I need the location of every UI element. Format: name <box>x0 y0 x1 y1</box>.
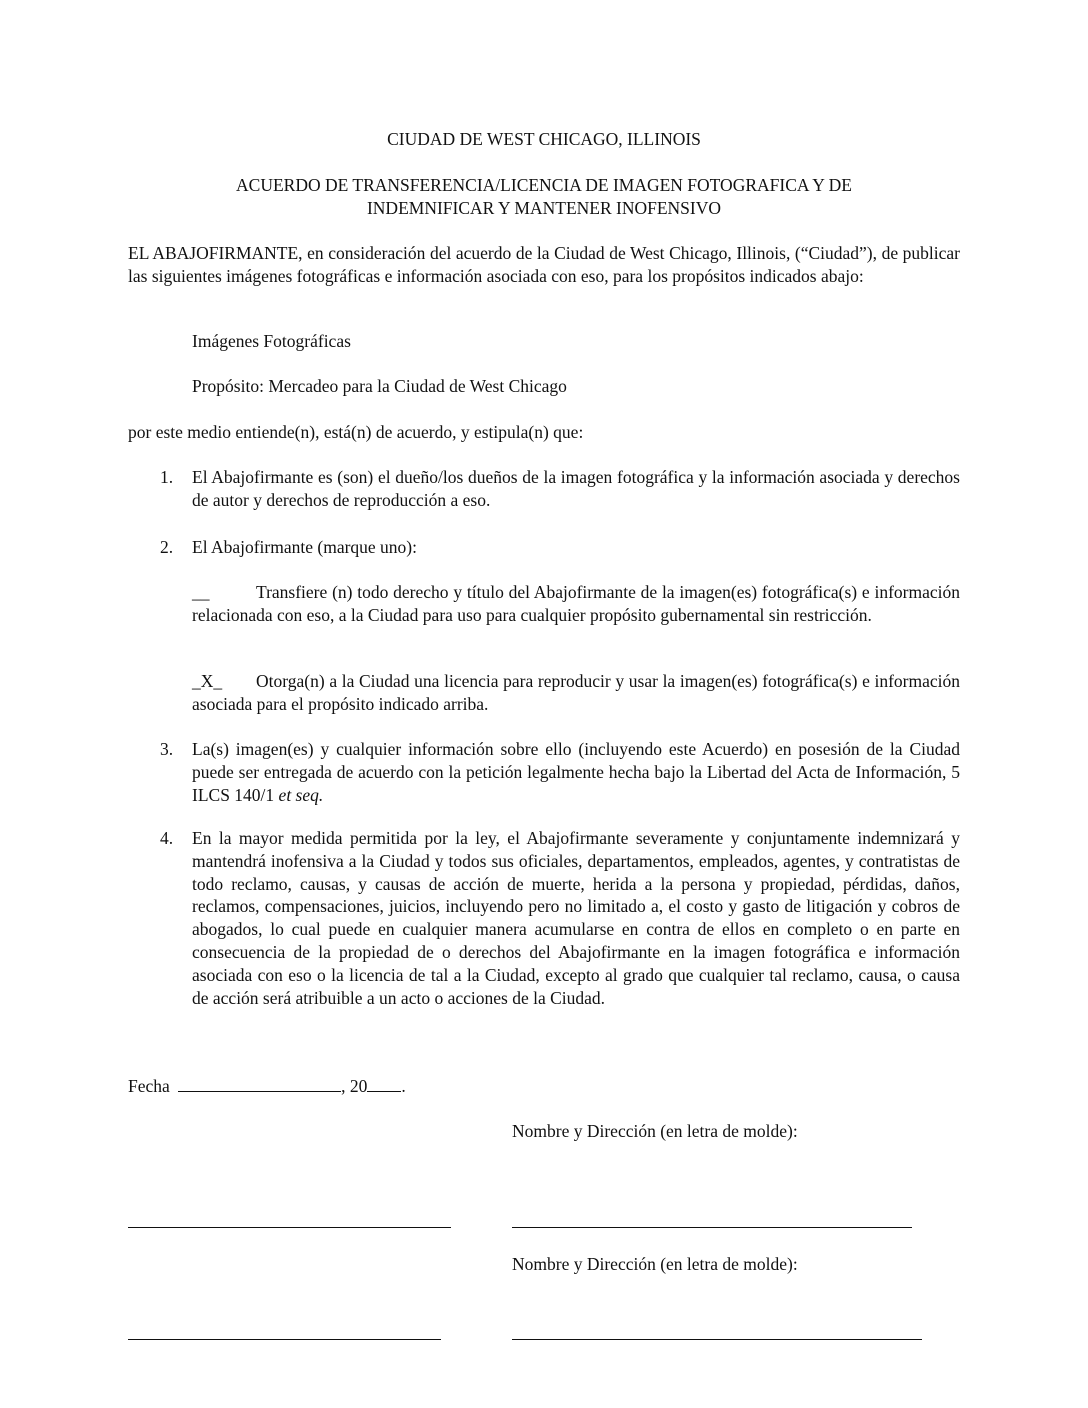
item-4-number: 4. <box>160 828 174 848</box>
intro-paragraph: EL ABAJOFIRMANTE, en consideración del acuerdo de la Ciudad de West Chicago, Illinois, (“Ciudad”), de publicar las siguientes imágenes fotográficas e información asociada con eso, para los propósitos indicados abajo: <box>128 243 960 286</box>
option-license-text: Otorga(n) a la Ciudad una licencia para reproducir y usar la imagen(es) fotográfica(s) e información asociada para el propósito indicado arriba. <box>192 671 960 714</box>
city-heading: CIUDAD DE WEST CHICAGO, ILLINOIS <box>387 129 701 149</box>
agrees-line: por este medio entiende(n), está(n) de acuerdo, y estipula(n) que: <box>128 422 584 442</box>
item-1-text: El Abajofirmante es (son) el dueño/los dueños de la imagen fotográfica y la información asociada y derechos de autor y derechos de reproducción a eso. <box>192 467 960 510</box>
signature-line-1[interactable] <box>128 1227 451 1228</box>
title-line-1: ACUERDO DE TRANSFERENCIA/LICENCIA DE IMAGEN FOTOGRAFICA Y DE <box>236 175 852 195</box>
signature-line-2[interactable] <box>128 1339 441 1340</box>
date-blank[interactable] <box>178 1075 341 1092</box>
option-transfer-mark: __ <box>192 582 210 602</box>
name-address-label-1: Nombre y Dirección (en letra de molde): <box>512 1121 798 1141</box>
images-label: Imágenes Fotográficas <box>192 331 351 351</box>
purpose-line: Propósito: Mercadeo para la Ciudad de West Chicago <box>192 376 567 396</box>
date-row <box>128 1075 406 1098</box>
item-3-number: 3. <box>160 739 174 759</box>
name-address-line-2[interactable] <box>512 1339 922 1340</box>
date-year-prefix: , 20 <box>341 1076 368 1096</box>
item-2-text: El Abajofirmante (marque uno): <box>192 537 417 557</box>
item-2-number: 2. <box>160 537 174 557</box>
item-4-text: En la mayor medida permitida por la ley, el Abajofirmante severamente y conjuntamente indemnizará y mantendrá inofensiva a la Ciudad y todos sus oficiales, departamentos, empleados, agentes, y contratistas de todo reclamo, causas, y causas de acción de muerte, herida a la persona y propiedad, pérdidas, daños, reclamos, compensaciones, juicios, incluyendo pero no limitado a, el costo y gasto de litigación y cobros de abogados, lo cual puede en cualquier manera acumularse en contra de ellos en completo o en parte en consecuencia de la propiedad de o derechos del Abajofirmante en la imagen fotográfica e información asociada con eso o la licencia de tal a la Ciudad, excepto al grado que cualquier tal reclamo, causa, o causa de acción será atribuible a un acto o acciones de la Ciudad. <box>192 828 960 1008</box>
item-3-paragraph <box>192 738 960 806</box>
item-3-text: La(s) imagen(es) y cualquier información sobre ello (incluyendo este Acuerdo) en posesión de la Ciudad puede ser entregada de acuerdo con la petición legalmente hecha bajo la Libertad del Acta de Información, 5 ILCS 140/1 <box>192 739 960 805</box>
item-1-number: 1. <box>160 467 174 487</box>
name-address-label-2: Nombre y Dirección (en letra de molde): <box>512 1254 798 1274</box>
name-address-line-1[interactable] <box>512 1227 912 1228</box>
option-transfer-text: Transfiere (n) todo derecho y título del Abajofirmante de la imagen(es) fotográfica(s) e información relacionada con eso, a la Ciudad para uso para cualquier propósito gubernamental sin restricción. <box>192 582 960 625</box>
year-blank[interactable] <box>367 1075 401 1092</box>
date-label: Fecha <box>128 1076 170 1096</box>
option-license-mark: _X_ <box>192 671 223 691</box>
title-line-2: INDEMNIFICAR Y MANTENER INOFENSIVO <box>366 198 722 218</box>
date-end: . <box>401 1076 406 1096</box>
item-3-italic: et seq. <box>278 784 324 805</box>
